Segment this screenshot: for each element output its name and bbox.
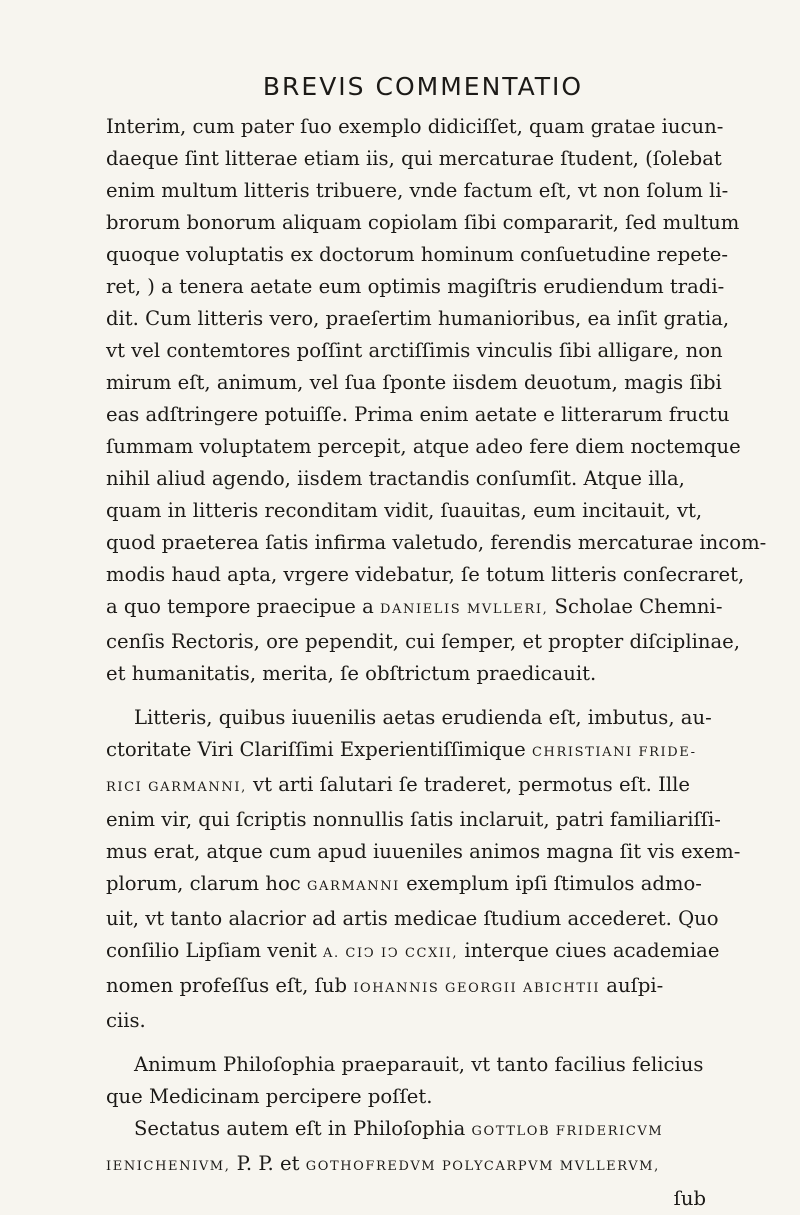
text-line: eas adſtringere potuiſſe. Prima enim aetate e litterarum fructu [106, 403, 730, 426]
text-line: ciis. [106, 1009, 146, 1032]
text-line: ſummam voluptatem percepit, atque adeo fere diem noctemque [106, 435, 741, 458]
text-line [106, 1113, 720, 1148]
text-line: modis haud apta, vrgere videbatur, ſe totum litteris conſecraret, [106, 563, 745, 586]
text-run: ctoritate Viri Clariſſimi Experientiſſimique [106, 738, 532, 761]
paragraph-gap [106, 1037, 720, 1049]
text-run: vt arti ſalutari ſe traderet, permotus eſt. Ille [246, 773, 691, 796]
person-name: IOHANNIS GEORGII ABICHTII [353, 981, 601, 996]
text-line [106, 591, 723, 626]
text-line: uit, vt tanto alacrior ad artis medicae ſtudium accederet. Quo [106, 907, 719, 930]
person-name: CHRISTIANI FRIDE- [531, 745, 697, 760]
text-line: quam in litteris reconditam vidit, ſuauitas, eum incitauit, vt, [106, 499, 703, 522]
text-line: Interim, cum pater ſuo exemplo didiciſſet, quam gratae iucun- [106, 115, 724, 138]
text-line: vt vel contemtores poſſint arctiſſimis vinculis ſibi alligare, non [106, 339, 723, 362]
paragraph-3 [106, 1049, 720, 1113]
person-name: GARMANNI [306, 879, 400, 894]
text-line [106, 769, 720, 804]
paragraph-2 [106, 702, 741, 1037]
paragraph-gap [106, 690, 720, 702]
text-line: enim multum litteris tribuere, vnde factum eſt, vt non ſolum li- [106, 179, 729, 202]
text-line: daeque ſint litterae etiam iis, qui mercaturae ſtudent, (ſolebat [106, 147, 722, 170]
running-title: BREVIS COMMENTATIO [262, 72, 584, 101]
text-line: cenſis Rectoris, ore pependit, cui ſemper, et propter diſciplinae, [106, 630, 740, 653]
text-run: Scholae Chemni- [548, 595, 723, 618]
text-line: brorum bonorum aliquam copiolam ſibi compararit, ſed multum [106, 211, 740, 234]
text-line: nihil aliud agendo, iisdem tractandis conſumſit. Atque illa, [106, 467, 685, 490]
text-line: enim vir, qui ſcriptis nonnullis ſatis inclaruit, patri familiariſſi- [106, 808, 721, 831]
text-line: que Medicinam percipere poſſet. [106, 1085, 433, 1108]
person-name: IENICHENIVM, [106, 1159, 231, 1174]
text-line [106, 868, 720, 903]
text-line: et humanitatis, merita, ſe obſtrictum praedicauit. [106, 662, 597, 685]
text-run: Sectatus autem eſt in Philoſophia [134, 1117, 472, 1140]
text-line: dit. Cum litteris vero, praeſertim humanioribus, ea inſit gratia, [106, 307, 730, 330]
text-run: interque ciues academiae [458, 939, 720, 962]
person-name: GOTTLOB FRIDERICVM [471, 1124, 664, 1139]
text-line: Animum Philoſophia praeparauit, vt tanto facilius felicius [134, 1053, 704, 1076]
text-run: exemplum ipſi ſtimulos admo- [399, 872, 702, 895]
text-line [106, 935, 720, 970]
text-line [106, 970, 720, 1005]
text-line: ret, ) a tenera aetate eum optimis magiſtris erudiendum tradi- [106, 275, 725, 298]
text-run: P. P. et [230, 1152, 306, 1175]
text-run: nomen profeſſus eſt, ſub [106, 974, 354, 997]
text-line: quod praeterea ſatis infirma valetudo, ferendis mercaturae incom- [106, 531, 767, 554]
text-line [106, 1148, 720, 1183]
person-name: RICI GARMANNI, [106, 780, 247, 795]
text-run: plorum, clarum hoc [106, 872, 307, 895]
text-line: quoque voluptatis ex doctorum hominum conſuetudine repete- [106, 243, 728, 266]
text-run: a quo tempore praecipue a [106, 595, 380, 618]
person-name: DANIELIS MVLLERI, [380, 602, 549, 617]
text-line: mirum eſt, animum, vel ſua ſponte iisdem deuotum, magis ſibi [106, 371, 722, 394]
text-line [106, 734, 720, 769]
text-line: Litteris, quibus iuuenilis aetas erudienda eſt, imbutus, au- [134, 706, 712, 729]
text-run: auſpi- [600, 974, 664, 997]
catchword: ſub [673, 1187, 706, 1210]
person-name: GOTHOFREDVM POLYCARPVM MVLLERVM, [305, 1159, 660, 1174]
year-numeral: A. CIↃ IↃ CCXII, [322, 946, 459, 961]
paragraph-4 [106, 1113, 720, 1215]
text-line: mus erat, atque cum apud iuueniles animos magna ſit vis exem- [106, 840, 741, 863]
paragraph-1 [106, 111, 767, 690]
text-run: conſilio Lipſiam venit [106, 939, 323, 962]
